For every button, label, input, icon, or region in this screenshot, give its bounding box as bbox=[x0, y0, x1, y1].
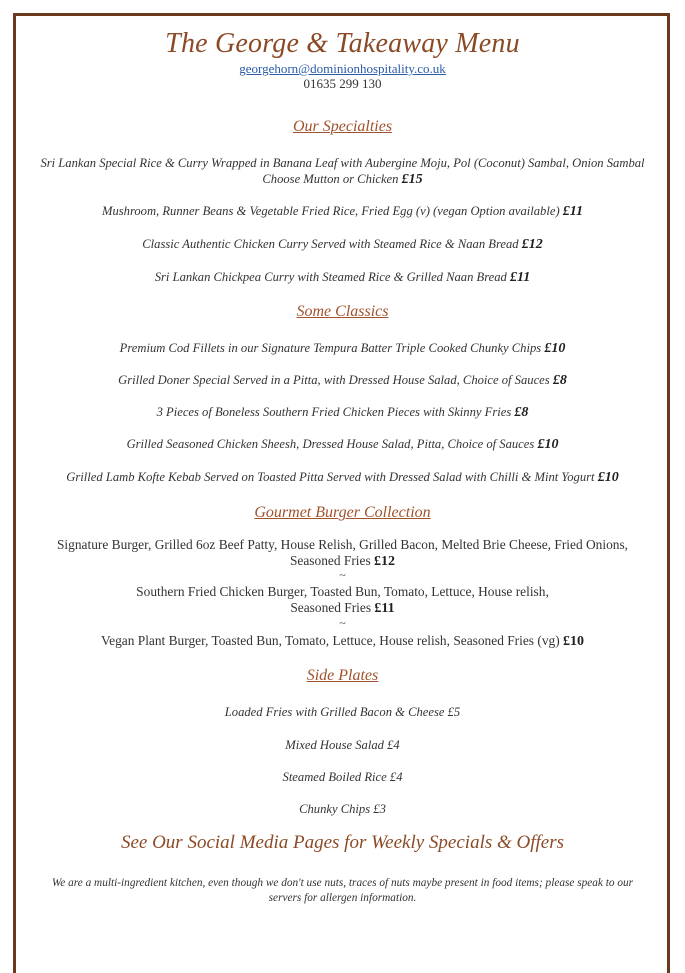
item-description: Mixed House Salad bbox=[285, 738, 384, 752]
item-price: £4 bbox=[389, 770, 403, 784]
menu-item bbox=[30, 436, 655, 453]
item-description: Chunky Chips bbox=[299, 802, 371, 816]
item-price: £12 bbox=[374, 554, 396, 569]
item-price: £11 bbox=[510, 270, 531, 285]
item-description: Grilled Seasoned Chicken Sheesh, Dressed House Salad, Pitta, Choice of Sauces bbox=[126, 437, 535, 451]
item-description: Southern Fried Chicken Burger, Toasted Bun, Tomato, Lettuce, House relish, bbox=[136, 584, 549, 599]
item-price: £8 bbox=[514, 405, 529, 420]
menu-item bbox=[30, 769, 655, 785]
menu-item bbox=[30, 469, 655, 486]
item-price: £10 bbox=[544, 341, 566, 356]
item-price: £11 bbox=[562, 204, 584, 219]
menu-item bbox=[30, 269, 655, 286]
menu-title: The George & Takeaway Menu bbox=[165, 28, 520, 59]
item-description: Grilled Lamb Kofte Kebab Served on Toasted Pitta Served with Dressed Salad with Chilli & Mint Yogurt bbox=[66, 470, 595, 484]
item-description: Steamed Boiled Rice bbox=[282, 770, 387, 784]
item-description-line2: Seasoned Fries bbox=[289, 553, 371, 568]
item-price: £10 bbox=[563, 634, 585, 649]
menu-item bbox=[30, 704, 655, 720]
allergen-disclaimer: We are a multi-ingredient kitchen, even though we don't use nuts, traces of nuts maybe present in food items; please speak to our servers for allergen information. bbox=[51, 877, 634, 904]
item-description: Classic Authentic Chicken Curry Served with Steamed Rice & Naan Bread bbox=[142, 237, 519, 251]
item-price: £10 bbox=[597, 470, 619, 485]
separator: ~ bbox=[339, 568, 346, 582]
item-description: Signature Burger, Grilled 6oz Beef Patty, House Relish, Grilled Bacon, Melted Brie Cheese, Fried Onions, bbox=[56, 537, 629, 552]
item-description: Loaded Fries with Grilled Bacon & Cheese bbox=[224, 705, 445, 719]
menu-item bbox=[30, 801, 655, 817]
item-description-line2: Seasoned Fries bbox=[290, 600, 372, 615]
item-price: £5 bbox=[447, 705, 461, 719]
item-price: £8 bbox=[552, 373, 567, 388]
section-heading-burgers: Gourmet Burger Collection bbox=[254, 504, 431, 521]
contact-phone: 01635 299 130 bbox=[303, 76, 382, 91]
item-description: Mushroom, Runner Beans & Vegetable Fried Rice, Fried Egg (v) (vegan Option available) bbox=[101, 204, 560, 218]
contact-email-link[interactable]: georgehorn@dominionhospitality.co.uk bbox=[239, 61, 446, 76]
item-description: Sri Lankan Chickpea Curry with Steamed Rice & Grilled Naan Bread bbox=[154, 270, 507, 284]
menu-item bbox=[30, 584, 655, 617]
menu-item bbox=[30, 340, 655, 357]
item-description: 3 Pieces of Boneless Southern Fried Chicken Pieces with Skinny Fries bbox=[156, 405, 512, 419]
menu-item bbox=[30, 236, 655, 253]
menu-item bbox=[30, 633, 655, 650]
item-description-line2: Choose Mutton or Chicken bbox=[262, 172, 399, 186]
menu-item bbox=[30, 372, 655, 389]
item-price: £12 bbox=[521, 237, 543, 252]
item-price: £3 bbox=[373, 802, 386, 816]
item-price: £10 bbox=[537, 437, 559, 452]
item-price: £11 bbox=[374, 601, 395, 616]
menu-item bbox=[30, 404, 655, 421]
section-heading-specialties: Our Specialties bbox=[292, 118, 393, 135]
separator: ~ bbox=[339, 616, 346, 630]
item-description: Vegan Plant Burger, Toasted Bun, Tomato, Lettuce, House relish, Seasoned Fries (vg) bbox=[100, 633, 560, 648]
menu-item bbox=[30, 155, 655, 188]
menu-item bbox=[30, 203, 655, 220]
item-price: £4 bbox=[387, 738, 400, 752]
menu-item bbox=[30, 537, 655, 570]
item-price: £15 bbox=[401, 172, 423, 187]
section-heading-sides: Side Plates bbox=[306, 667, 379, 684]
social-media-banner: See Our Social Media Pages for Weekly Specials & Offers bbox=[120, 832, 565, 853]
item-description: Sri Lankan Special Rice & Curry Wrapped in Banana Leaf with Aubergine Moju, Pol (Coconut) Sambal, Onion Sambal bbox=[40, 156, 645, 170]
item-description: Grilled Doner Special Served in a Pitta, with Dressed House Salad, Choice of Sauces bbox=[118, 373, 550, 387]
item-description: Premium Cod Fillets in our Signature Tempura Batter Triple Cooked Chunky Chips bbox=[119, 341, 542, 355]
menu-item bbox=[30, 737, 655, 753]
section-heading-classics: Some Classics bbox=[296, 303, 389, 320]
